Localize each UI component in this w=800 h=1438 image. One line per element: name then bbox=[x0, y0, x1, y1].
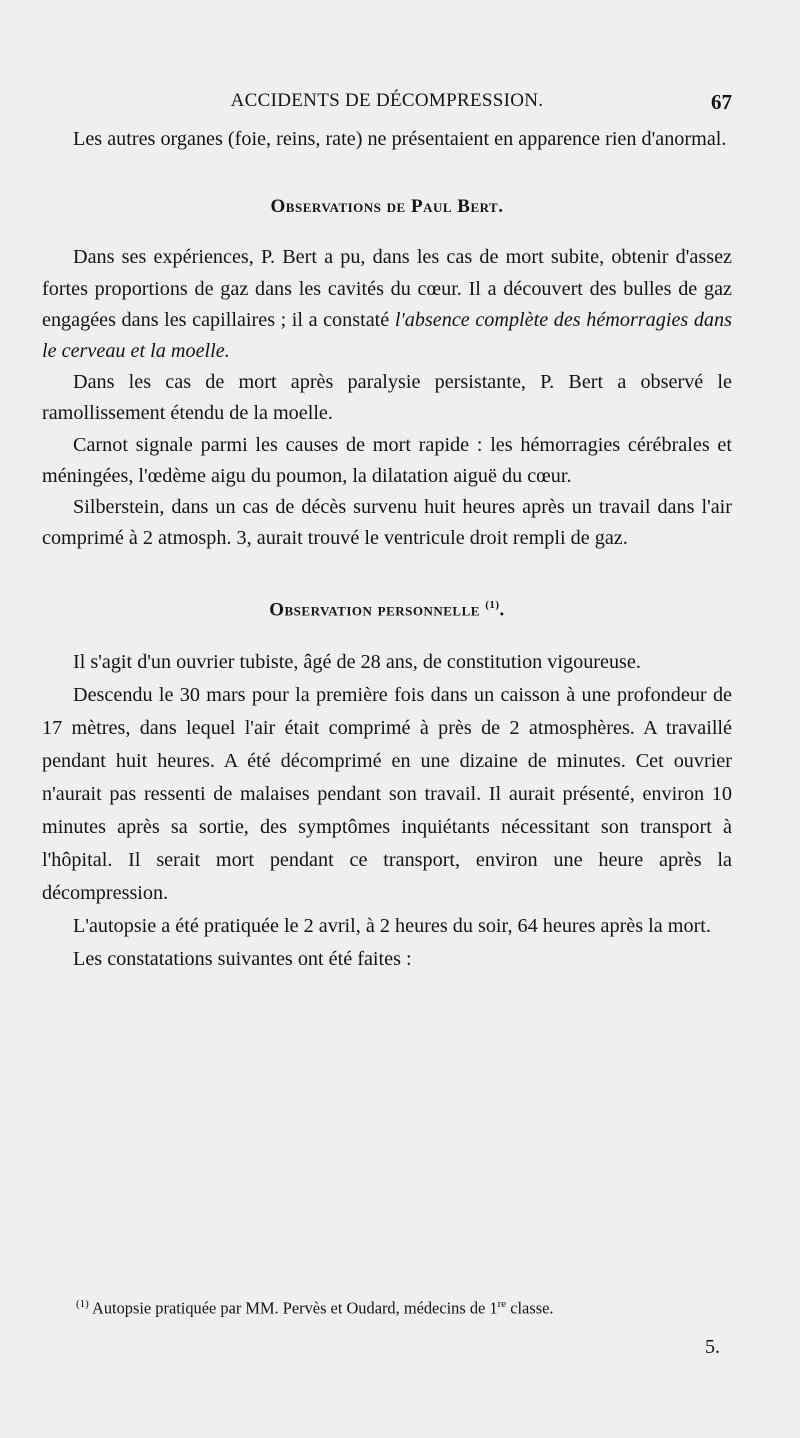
section-heading-paul-bert: Observations de Paul Bert. bbox=[270, 196, 504, 218]
observation-text bbox=[42, 646, 732, 976]
signature-mark: 5. bbox=[705, 1336, 720, 1358]
footnote-ordinal: re bbox=[497, 1298, 507, 1310]
footnote-text: Autopsie pratiquée par MM. Pervès et Oudard, médecins de 1 bbox=[88, 1298, 498, 1318]
footnote-reference: (1) bbox=[485, 599, 500, 612]
paragraph-organs: Les autres organes (foie, reins, rate) ne présentaient en apparence rien d'anormal. bbox=[73, 128, 727, 150]
footnote-mark: (1) bbox=[76, 1298, 89, 1310]
page-number: 67 bbox=[711, 90, 732, 114]
paragraph-bert-emphasis: l'absence complète des hémorragies dans le cerveau et la moelle. bbox=[42, 308, 732, 363]
paragraph-worker: Il s'agit d'un ouvrier tubiste, âgé de 28 ans, de constitution vigoureuse. bbox=[73, 650, 641, 673]
paragraph-findings-intro: Les constatations suivantes ont été faites : bbox=[73, 947, 412, 970]
paragraph-bert-experiments bbox=[42, 242, 732, 367]
section-heading-period: . bbox=[499, 599, 505, 621]
running-title: ACCIDENTS DE DÉCOMPRESSION. bbox=[230, 90, 544, 111]
footnote-text-end: classe. bbox=[506, 1298, 554, 1318]
paragraph-silberstein: Silberstein, dans un cas de décès survenu huit heures après un travail dans l'air comprimé à 2 atmosph. 3, aurait trouvé le ventricule droit rempli de gaz. bbox=[42, 496, 732, 550]
section-heading-observation-text: Observation personnelle bbox=[269, 599, 480, 621]
paragraph-descent: Descendu le 30 mars pour la première fois dans un caisson à une profondeur de 17 mètres, dans lequel l'air était comprimé à près de 2 atmosphères. A travaillé pendant huit heures. A été décomprimé en une dizaine de minutes. Cet ouvrier n'aurait pas ressenti de malaises pendant son travail. Il aurait présenté, environ 10 minutes après sa sortie, des symptômes inquiétants nécessitant son transport à l'hôpital. Il serait mort pendant ce transport, environ une heure après la décompression. bbox=[42, 683, 732, 904]
body-text bbox=[42, 124, 732, 976]
footnote bbox=[42, 1293, 742, 1319]
paragraph-autopsy-date: L'autopsie a été pratiquée le 2 avril, à 2 heures du soir, 64 heures après la mort. bbox=[73, 914, 711, 937]
paragraph-bert-experiments-text: Dans ses expériences, P. Bert a pu, dans les cas de mort subite, obtenir d'assez fortes proportions de gaz dans les cavités du cœur. Il a découvert des bulles de gaz engagées dans les capillaires ; il a constaté bbox=[42, 246, 732, 331]
paragraph-carnot: Carnot signale parmi les causes de mort rapide : les hémorragies cérébrales et méningées, l'œdème aigu du poumon, la dilatation aiguë du cœur. bbox=[42, 433, 732, 487]
paragraph-bert-paralysis: Dans les cas de mort après paralysie persistante, P. Bert a observé le ramollissement étendu de la moelle. bbox=[42, 371, 732, 425]
section-heading-observation bbox=[42, 590, 732, 626]
running-head bbox=[42, 90, 732, 120]
